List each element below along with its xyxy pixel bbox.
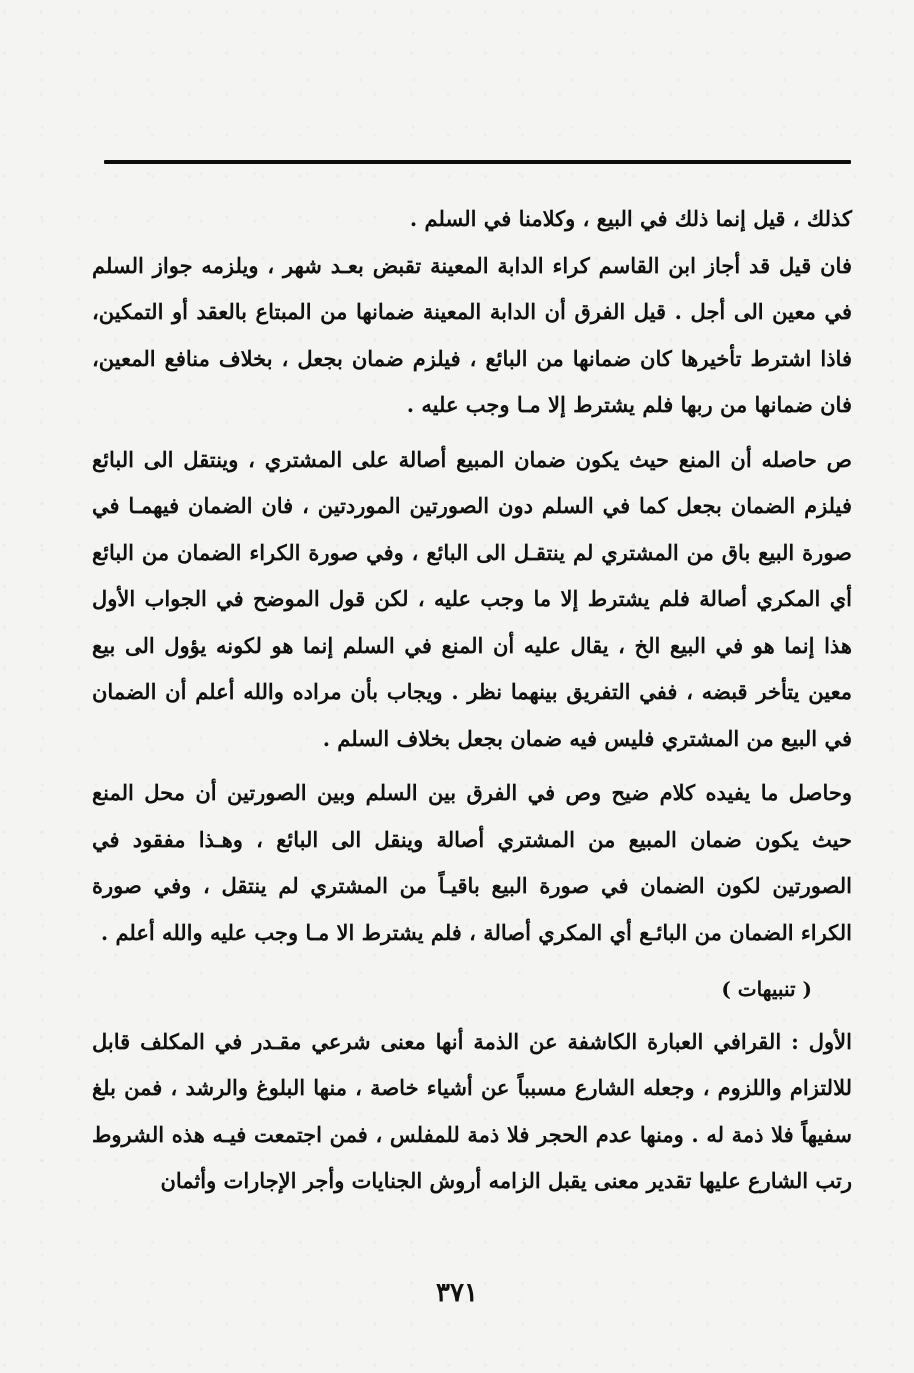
page-number: ٣٧١ <box>436 1278 478 1308</box>
paragraph-5: الأول : القرافي العبارة الكاشفة عن الذمة أنها معنى شرعي مقـدر في المكلف قابل للالتزام واللزوم ، وجعله الشارع مسبباً عن أشياء خاصة ، منها البلوغ والرشد ، فمن بلغ سفيهاً فلا ذمة له . ومنها عدم الحجر فلا ذمة للمفلس ، فمن اجتمعت فيـه هذه الشروط رتب الشارع عليها تقدير معنى يقبل الزامه أروش الجنايات وأجر الإجارات وأثمان <box>92 1028 852 1193</box>
main-text <box>92 196 852 1205</box>
paragraph-1: كذلك ، قيل إنما ذلك في البيع ، وكلامنا في السلم . <box>409 206 852 231</box>
paragraph-2: فان قيل قد أجاز ابن القاسم كراء الدابة المعينة تقبض بعـد شهر ، ويلزمه جواز السلم في معين الى أجل . قيل الفرق أن الدابة المعينة ضمانها من المبتاع بالعقد أو التمكين، فاذا اشترط تأخيرها كان ضمانها من البائع ، فيلزم ضمان بجعل ، بخلاف منافع المعين، فان ضمانها من ربها فلم يشترط إلا مـا وجب عليه . <box>92 252 852 417</box>
paragraph-3: ص حاصله أن المنع حيث يكون ضمان المبيع أصالة على المشتري ، وينتقل الى البائع فيلزم الضمان بجعل كما في السلم دون الصورتين الموردتين ، فان الضمان فيهمـا في صورة البيع باق من المشتري لم ينتقـل الى البائع ، وفي صورة الكراء الضمان من البائع أي المكري أصالة فلم يشترط إلا ما وجب عليه ، لكن قول الموضح في الجواب الأول هذا إنما هو في البيع الخ ، يقال عليه أن المنع في السلم إنما هو لكونه يؤول الى بيع معين يتأخر قبضه ، ففي التفريق بينهما نظر . ويجاب بأن مراده والله أعلم أن الضمان في البيع من المشتري فليس فيه ضمان بجعل بخلاف السلم . <box>92 446 852 751</box>
header-rule <box>104 160 851 164</box>
section-heading: ( تنبيهات ) <box>721 977 812 1001</box>
paragraph-4: وحاصل ما يفيده كلام ضيح وص في الفرق بين السلم وبين الصورتين أن محل المنع حيث يكون ضمان المبيع من المشتري أصالة وينقل الى البائع ، وهـذا مفقود في الصورتين لكون الضمان في صورة البيع باقيـاً من المشتري لم ينتقل ، وفي صورة الكراء الضمان من البائـع أي المكري أصالة ، فلم يشترط الا مـا وجب عليه والله أعلم . <box>92 780 852 945</box>
